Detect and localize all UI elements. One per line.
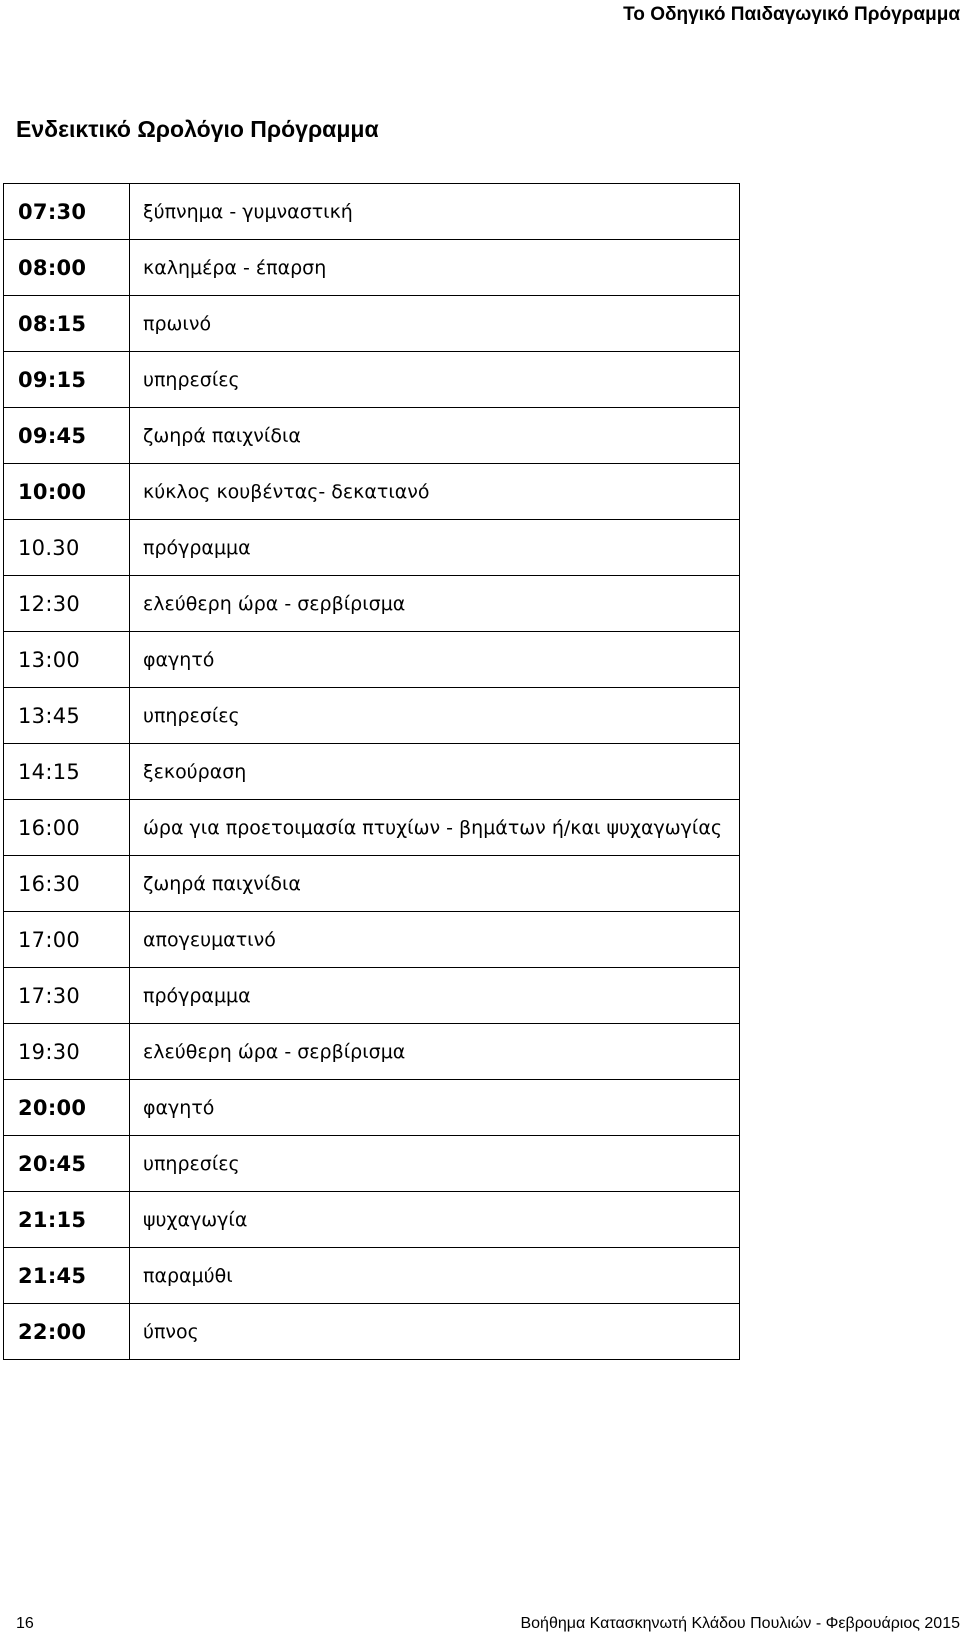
schedule-activity: πρωινό: [130, 296, 740, 352]
schedule-activity: ζωηρά παιχνίδια: [130, 856, 740, 912]
schedule-table: [3, 183, 740, 1360]
table-row: [4, 632, 740, 688]
schedule-activity: ύπνος: [130, 1304, 740, 1360]
schedule-time: 14:15: [4, 744, 130, 800]
table-row: [4, 464, 740, 520]
table-row: [4, 856, 740, 912]
schedule-activity: ζωηρά παιχνίδια: [130, 408, 740, 464]
schedule-time: 09:45: [4, 408, 130, 464]
schedule-activity: φαγητό: [130, 632, 740, 688]
table-row: [4, 1024, 740, 1080]
table-row: [4, 912, 740, 968]
footer-text: Βοήθημα Κατασκηνωτή Κλάδου Πουλιών - Φεβρουάριος 2015: [520, 1615, 960, 1632]
schedule-activity: ξεκούραση: [130, 744, 740, 800]
schedule-activity: υπηρεσίες: [130, 688, 740, 744]
schedule-activity: ξύπνημα - γυμναστική: [130, 184, 740, 240]
page-number: 16: [16, 1615, 34, 1632]
table-row: [4, 576, 740, 632]
schedule-time: 10.30: [4, 520, 130, 576]
schedule-activity: κύκλος κουβέντας- δεκατιανό: [130, 464, 740, 520]
table-row: [4, 1080, 740, 1136]
table-row: [4, 520, 740, 576]
schedule-activity: πρόγραμμα: [130, 968, 740, 1024]
schedule-activity: πρόγραμμα: [130, 520, 740, 576]
schedule-time: 16:00: [4, 800, 130, 856]
table-row: [4, 352, 740, 408]
table-row: [4, 296, 740, 352]
schedule-time: 13:45: [4, 688, 130, 744]
schedule-activity: φαγητό: [130, 1080, 740, 1136]
schedule-activity: υπηρεσίες: [130, 1136, 740, 1192]
page-title: Ενδεικτικό Ωρολόγιο Πρόγραμμα: [16, 116, 379, 142]
schedule-activity: υπηρεσίες: [130, 352, 740, 408]
table-row: [4, 1304, 740, 1360]
schedule-activity: απογευματινό: [130, 912, 740, 968]
table-row: [4, 184, 740, 240]
schedule-time: 21:45: [4, 1248, 130, 1304]
table-row: [4, 408, 740, 464]
schedule-time: 17:00: [4, 912, 130, 968]
schedule-activity: ελεύθερη ώρα - σερβίρισμα: [130, 576, 740, 632]
schedule-activity: καλημέρα - έπαρση: [130, 240, 740, 296]
table-row: [4, 1248, 740, 1304]
schedule-activity: ψυχαγωγία: [130, 1192, 740, 1248]
table-row: [4, 800, 740, 856]
schedule-time: 20:00: [4, 1080, 130, 1136]
table-row: [4, 968, 740, 1024]
running-header: Το Οδηγικό Παιδαγωγικό Πρόγραμμα: [623, 4, 960, 25]
schedule-time: 22:00: [4, 1304, 130, 1360]
schedule-time: 12:30: [4, 576, 130, 632]
schedule-time: 16:30: [4, 856, 130, 912]
table-row: [4, 240, 740, 296]
table-row: [4, 1192, 740, 1248]
schedule-time: 08:00: [4, 240, 130, 296]
schedule-activity: παραμύθι: [130, 1248, 740, 1304]
schedule-time: 17:30: [4, 968, 130, 1024]
schedule-time: 13:00: [4, 632, 130, 688]
schedule-time: 10:00: [4, 464, 130, 520]
schedule-time: 08:15: [4, 296, 130, 352]
schedule-time: 09:15: [4, 352, 130, 408]
schedule-time: 07:30: [4, 184, 130, 240]
schedule-time: 19:30: [4, 1024, 130, 1080]
schedule-activity: ώρα για προετοιμασία πτυχίων - βημάτων ή/και ψυχαγωγίας: [130, 800, 740, 856]
schedule-time: 20:45: [4, 1136, 130, 1192]
table-row: [4, 688, 740, 744]
table-row: [4, 744, 740, 800]
schedule-body: [4, 184, 740, 1360]
table-row: [4, 1136, 740, 1192]
schedule-activity: ελεύθερη ώρα - σερβίρισμα: [130, 1024, 740, 1080]
schedule-time: 21:15: [4, 1192, 130, 1248]
